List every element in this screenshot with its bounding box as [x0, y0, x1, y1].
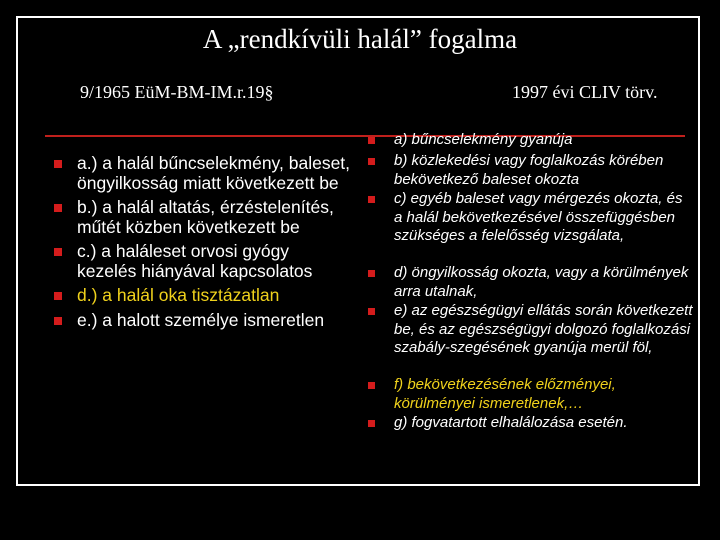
square-bullet-icon — [54, 292, 62, 300]
square-bullet-icon — [368, 308, 375, 315]
list-item — [52, 311, 352, 331]
list-item-text: a.) a halál bűncselekmény, baleset, öngyilkosság miatt következett be — [77, 153, 351, 193]
list-item-text: a) bűncselekmény gyanúja — [394, 131, 573, 148]
list-item — [368, 376, 694, 413]
list-item — [368, 302, 694, 358]
list-item-text: b.) a halál altatás, érzéstelenítés, műtét közben következett be — [77, 197, 334, 237]
list-item — [368, 414, 694, 433]
list-item — [368, 190, 694, 246]
list-item — [52, 286, 352, 306]
list-item-text: d) öngyilkosság okozta, vagy a körülmények arra utalnak, — [394, 264, 689, 300]
square-bullet-icon — [368, 382, 375, 389]
right-heading: 1997 évi CLIV törv. — [512, 82, 658, 102]
square-bullet-icon — [368, 137, 375, 144]
left-heading: 9/1965 EüM-BM-IM.r.19§ — [80, 82, 274, 102]
list-item-text: d.) a halál oka tisztázatlan — [77, 285, 280, 305]
list-item — [52, 242, 352, 281]
list-item-text: e) az egészségügyi ellátás során következett be, és az egészségügyi dolgozó foglalkozási szabály-szegésének gyanúja merül föl, — [394, 302, 693, 356]
left-bullet-list — [52, 154, 352, 335]
list-item — [368, 131, 694, 150]
square-bullet-icon — [54, 204, 62, 212]
list-item — [368, 264, 694, 301]
square-bullet-icon — [54, 248, 62, 256]
list-item-text: e.) a halott személye ismeretlen — [77, 309, 325, 330]
list-item — [52, 154, 352, 193]
square-bullet-icon — [368, 270, 375, 277]
slide-title: A „rendkívüli halál” fogalma — [202, 24, 518, 54]
list-item — [52, 198, 352, 237]
list-item-text: c) egyéb baleset vagy mérgezés okozta, és a halál bekövetkezésével összefüggésben szükséges a felelősség vizsgálata, — [394, 190, 683, 244]
list-item-text: c.) a haláleset orvosi gyógy kezelés hiányával kapcsolatos — [77, 241, 313, 281]
square-bullet-icon — [368, 420, 375, 427]
square-bullet-icon — [368, 158, 375, 165]
list-item — [368, 152, 694, 189]
square-bullet-icon — [54, 317, 62, 325]
square-bullet-icon — [54, 160, 62, 168]
square-bullet-icon — [368, 196, 375, 203]
list-item-text: f) bekövetkezésének előzményei, körülményei ismeretlenek,… — [394, 376, 616, 412]
list-item-text: b) közlekedési vagy foglalkozás körében bekövetkező baleset okozta — [394, 152, 664, 188]
list-item-text: g) fogvatartott elhalálozása esetén. — [394, 414, 628, 431]
